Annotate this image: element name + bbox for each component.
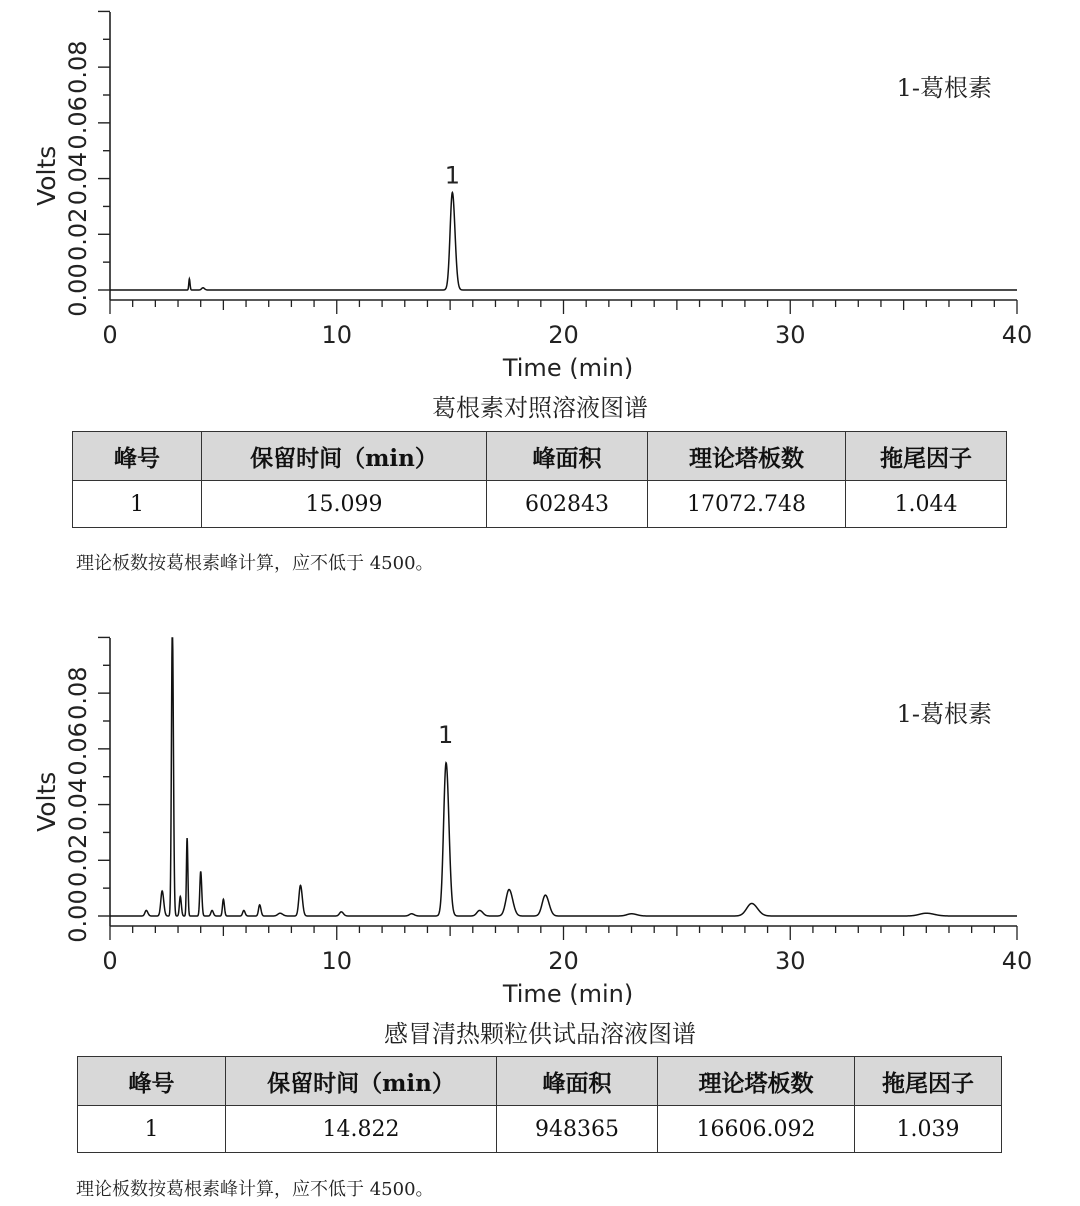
reference-chromatogram-chart [0,0,1080,380]
legend-text: 1-葛根素 [896,700,992,728]
header-retention-time: 保留时间（min） [202,432,487,481]
sample-solution-section [0,626,1080,1206]
header-peak-no: 峰号 [73,432,202,481]
table-header-row [73,432,1007,481]
header-theoretical-plates: 理论塔板数 [658,1057,855,1106]
chromatogram-trace [110,193,1017,291]
cell-theoretical-plates: 16606.092 [658,1106,855,1153]
table-header-row [78,1057,1002,1106]
x-tick-label: 40 [1001,321,1033,349]
x-axis-label: Time (min) [502,354,634,380]
y-tick-label: 0.04 [64,777,92,832]
sample-results-table [77,1056,1002,1153]
cell-tailing-factor: 1.039 [855,1106,1002,1153]
header-peak-area: 峰面积 [487,432,648,481]
x-tick-label: 20 [548,321,579,349]
table-row [73,481,1007,528]
cell-peak-area: 948365 [497,1106,658,1153]
y-tick-label: 0.06 [64,96,92,150]
y-tick-label: 0.00 [64,889,92,943]
y-axis-label: Volts [32,145,61,206]
x-tick-label: 30 [774,321,806,349]
y-tick-label: 0.02 [64,833,92,888]
y-tick-label: 0.08 [64,666,92,720]
y-axis-label: Volts [32,771,61,832]
peak-label: 1 [444,161,461,190]
reference-results-table [72,431,1007,528]
table-row [78,1106,1002,1153]
cell-peak-area: 602843 [487,481,648,528]
x-axis-label: Time (min) [502,980,634,1006]
cell-tailing-factor: 1.044 [846,481,1007,528]
cell-theoretical-plates: 17072.748 [648,481,846,528]
cell-retention-time: 14.822 [226,1106,497,1153]
y-tick-label: 0.02 [64,207,92,262]
header-tailing-factor: 拖尾因子 [855,1057,1002,1106]
x-tick-label: 10 [321,321,353,349]
header-peak-area: 峰面积 [497,1057,658,1106]
x-tick-label: 20 [548,947,579,975]
table-note: 理论板数按葛根素峰计算，应不低于 4500。 [76,553,434,574]
x-tick-label: 10 [321,947,353,975]
header-peak-no: 峰号 [78,1057,226,1106]
cell-peak-no: 1 [73,481,202,528]
cell-retention-time: 15.099 [202,481,487,528]
x-tick-label: 0 [102,321,118,349]
header-theoretical-plates: 理论塔板数 [648,432,846,481]
x-tick-label: 30 [774,947,806,975]
peak-label: 1 [437,720,454,749]
y-tick-label: 0.00 [64,263,92,317]
y-tick-label: 0.08 [64,40,92,94]
y-tick-label: 0.06 [64,722,92,776]
table-note: 理论板数按葛根素峰计算，应不低于 4500。 [76,1179,434,1200]
header-tailing-factor: 拖尾因子 [846,432,1007,481]
x-tick-label: 40 [1001,947,1033,975]
chart-title: 感冒清热颗粒供试品溶液图谱 [384,1020,696,1048]
header-retention-time: 保留时间（min） [226,1057,497,1106]
y-tick-label: 0.04 [64,151,92,206]
reference-solution-section [0,0,1080,590]
cell-peak-no: 1 [78,1106,226,1153]
legend-text: 1-葛根素 [896,74,992,102]
x-tick-label: 0 [102,947,118,975]
chart-title: 葛根素对照溶液图谱 [432,394,648,422]
chromatogram-trace [110,638,1017,916]
sample-chromatogram-chart [0,626,1080,1006]
